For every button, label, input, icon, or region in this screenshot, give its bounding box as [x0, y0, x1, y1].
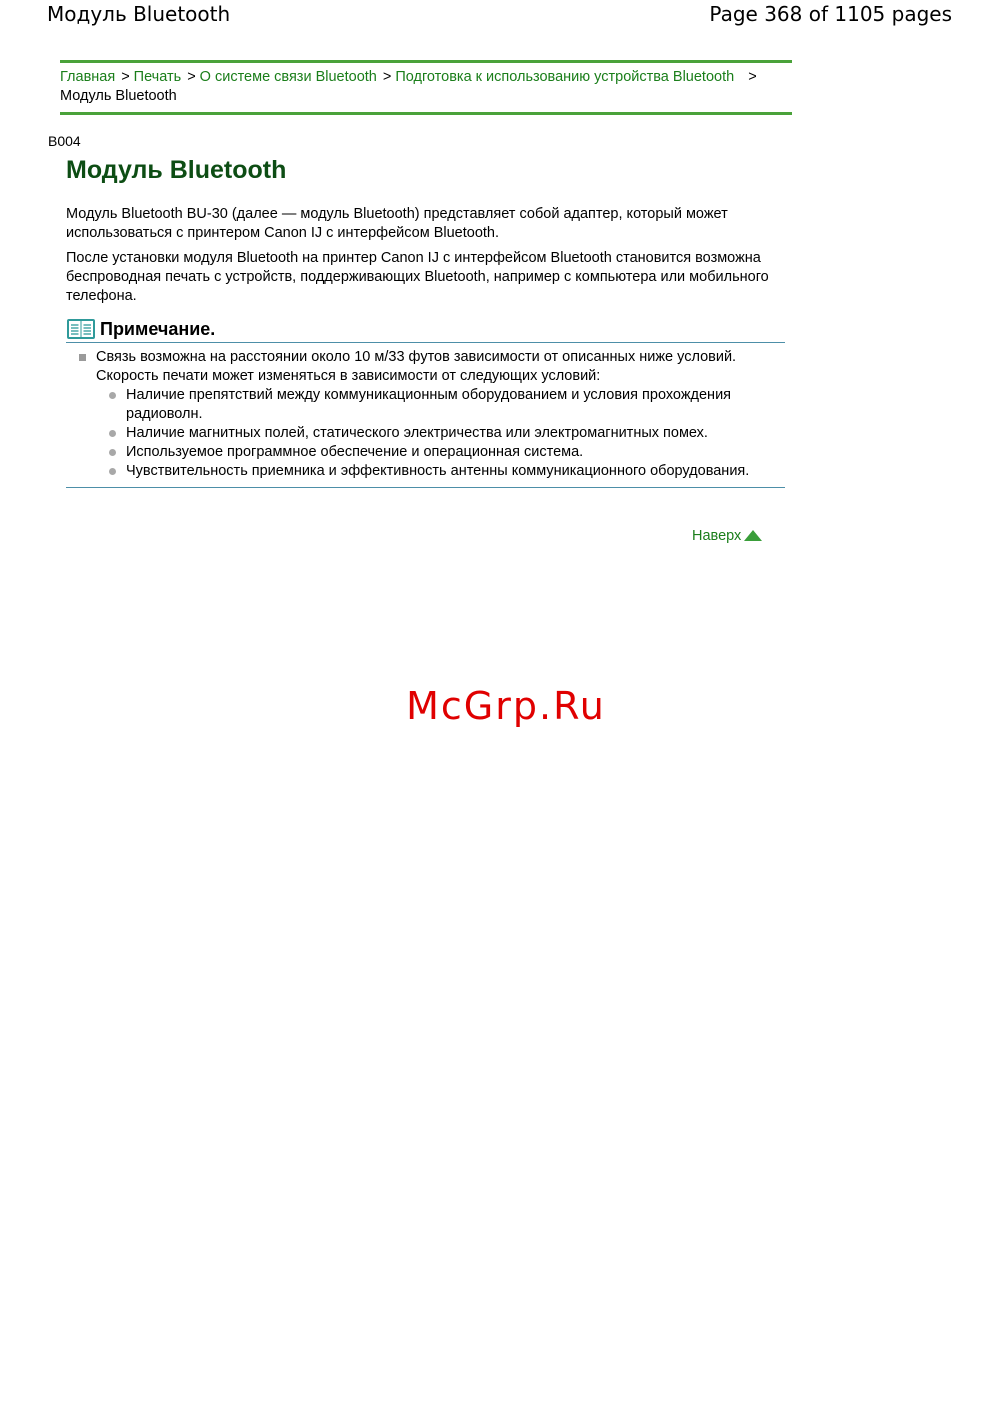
note-subitem-text: Чувствительность приемника и эффективность антенны коммуникационного оборудования.: [126, 463, 750, 479]
note-body: [66, 343, 785, 488]
back-to-top-link[interactable]: [692, 528, 762, 544]
note-subitem-text: Наличие магнитных полей, статического электричества или электромагнитных помех.: [126, 425, 708, 441]
round-bullet-icon: [109, 468, 116, 475]
back-to-top-label: Наверх: [692, 528, 742, 544]
page-header-title: Модуль Bluetooth: [47, 2, 231, 26]
breadcrumb: [60, 60, 792, 115]
page-title: Модуль Bluetooth: [66, 156, 287, 184]
round-bullet-icon: [109, 392, 116, 399]
usage-paragraph: После установки модуля Bluetooth на принтер Canon IJ с интерфейсом Bluetooth становится возможна беспроводная печать с устройств, поддерживающих Bluetooth, например с компьютера или мобильного телефона.: [66, 250, 769, 304]
round-bullet-icon: [109, 449, 116, 456]
note-header: [66, 318, 785, 343]
breadcrumb-link-about-bluetooth[interactable]: О системе связи Bluetooth: [199, 69, 377, 85]
square-bullet-icon: [79, 354, 86, 361]
note-title: Примечание.: [100, 318, 216, 339]
note-subitem: [96, 386, 785, 424]
breadcrumb-current: Модуль Bluetooth: [60, 88, 177, 104]
arrow-up-icon: [744, 530, 762, 542]
note-item-line: Скорость печати может изменяться в зависимости от следующих условий:: [96, 368, 601, 384]
book-icon: [66, 318, 96, 340]
note-subitem: [96, 424, 785, 443]
breadcrumb-link-print[interactable]: Печать: [133, 69, 182, 85]
note-item: [66, 348, 785, 481]
note-section: [66, 318, 785, 488]
breadcrumb-link-prepare-device[interactable]: Подготовка к использованию устройства Bluetooth: [395, 69, 735, 85]
note-subitem-text: Используемое программное обеспечение и операционная система.: [126, 444, 584, 460]
note-sublist: [96, 386, 785, 481]
note-subitem: [96, 462, 785, 481]
breadcrumb-separator: >: [748, 69, 757, 85]
note-item-line: Связь возможна на расстоянии около 10 м/33 футов зависимости от описанных ниже условий.: [96, 349, 737, 365]
round-bullet-icon: [109, 430, 116, 437]
breadcrumb-separator: >: [121, 69, 130, 85]
note-subitem: [96, 443, 785, 462]
note-subitem-text: Наличие препятствий между коммуникационным оборудованием и условия прохождения радиоволн.: [126, 387, 732, 422]
note-list: [66, 348, 785, 481]
intro-paragraph: Модуль Bluetooth BU-30 (далее — модуль Bluetooth) представляет собой адаптер, который может использоваться с принтером Canon IJ с интерфейсом Bluetooth.: [66, 206, 728, 241]
document-id: B004: [48, 133, 81, 149]
breadcrumb-separator: >: [187, 69, 196, 85]
watermark: McGrp.Ru: [406, 684, 606, 728]
breadcrumb-link-home[interactable]: Главная: [60, 69, 116, 85]
breadcrumb-separator: >: [382, 69, 392, 85]
page-count: Page 368 of 1105 pages: [709, 2, 952, 26]
main-content: [66, 205, 786, 312]
